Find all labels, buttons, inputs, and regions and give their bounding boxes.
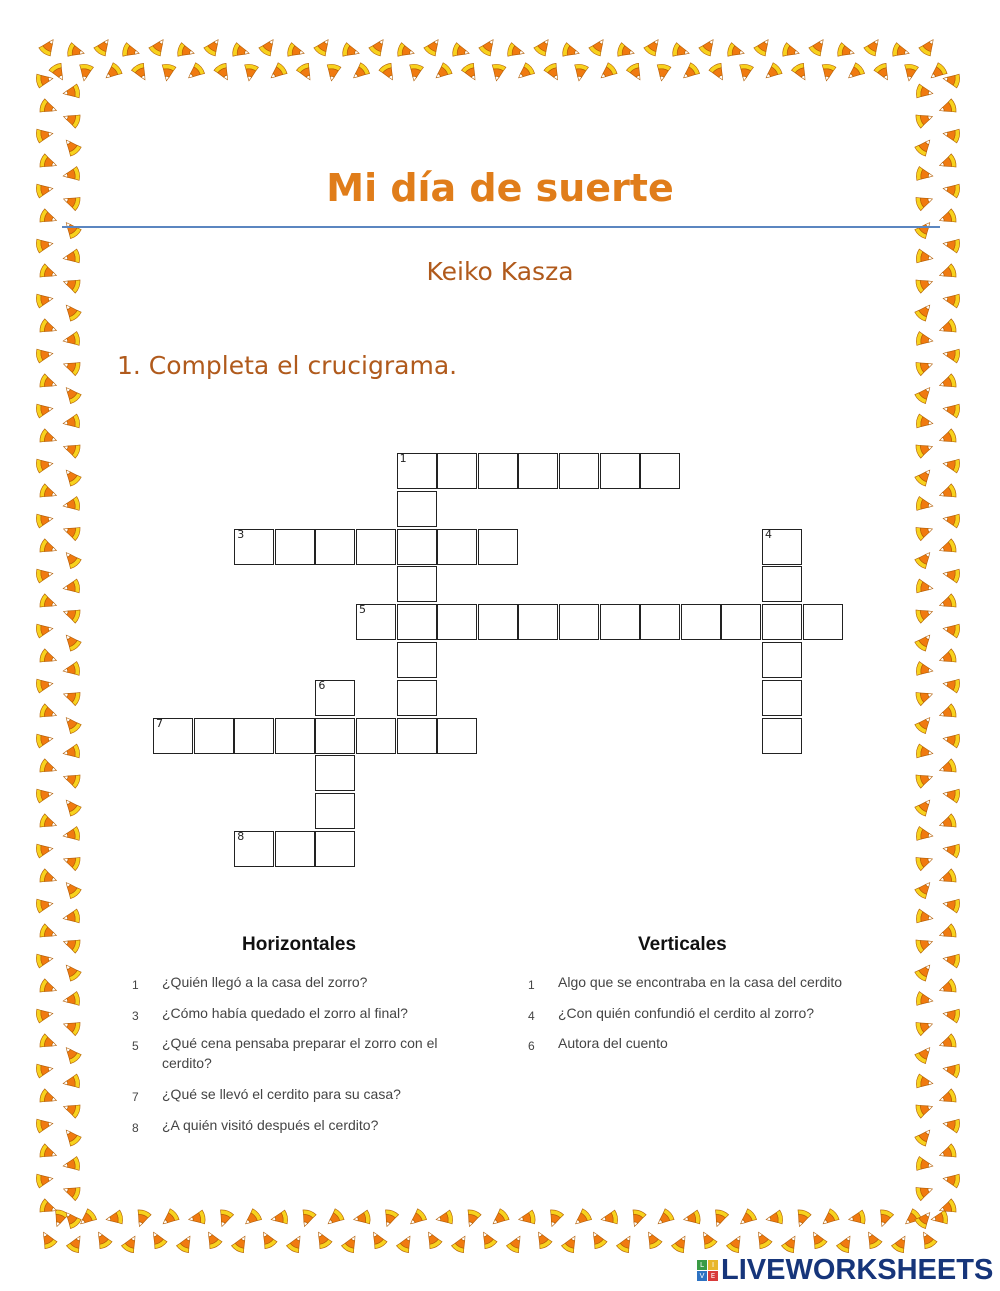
clue-number: 3 (132, 1009, 139, 1023)
crossword-cell[interactable] (559, 453, 599, 489)
crossword-cell[interactable] (194, 718, 234, 754)
crossword-cell[interactable] (315, 755, 355, 791)
crossword-cell[interactable] (437, 453, 477, 489)
logo-icon: L I V E (697, 1260, 718, 1281)
liveworksheets-logo[interactable] (697, 1254, 993, 1286)
crossword-cell[interactable] (397, 718, 437, 754)
crossword-cell[interactable] (803, 604, 843, 640)
crossword-cell[interactable] (275, 831, 315, 867)
clue-number: 6 (528, 1039, 535, 1053)
crossword-cell[interactable] (559, 604, 599, 640)
crossword-cell[interactable] (681, 604, 721, 640)
instruction-text: 1. Completa el crucigrama. (117, 351, 458, 380)
crossword-cell[interactable] (315, 718, 355, 754)
crossword-cell[interactable] (356, 529, 396, 565)
crossword-cell[interactable] (315, 529, 355, 565)
crossword-cell[interactable] (397, 566, 437, 602)
clue-across (132, 1033, 472, 1075)
clue-text: ¿Quién llegó a la casa del zorro? (162, 974, 368, 990)
down-heading: Verticales (638, 934, 727, 955)
page-title: Mi día de suerte (326, 166, 674, 210)
cell-number: 6 (318, 678, 326, 692)
crossword-cell[interactable] (762, 680, 802, 716)
cell-number: 4 (765, 527, 772, 541)
crossword-cell[interactable] (356, 604, 396, 640)
crossword-cell[interactable] (437, 604, 477, 640)
crossword-cell[interactable] (275, 529, 315, 565)
crossword-cell[interactable] (640, 453, 680, 489)
clue-text: ¿Cómo había quedado el zorro al final? (162, 1005, 408, 1021)
clue-across (132, 972, 472, 994)
crossword-cell[interactable] (721, 604, 761, 640)
clue-down (528, 972, 888, 994)
clue-number: 4 (528, 1009, 535, 1023)
crossword-cell[interactable] (315, 793, 355, 829)
crossword-cell[interactable] (356, 718, 396, 754)
crossword-cell[interactable] (397, 529, 437, 565)
clue-number: 8 (132, 1121, 139, 1135)
crossword-cell[interactable] (234, 831, 274, 867)
crossword-cell[interactable] (397, 604, 437, 640)
clue-text: ¿Qué cena pensaba preparar el zorro con el cerdito? (162, 1035, 438, 1071)
cell-number: 7 (156, 716, 163, 730)
crossword-cell[interactable] (437, 718, 477, 754)
author-name: Keiko Kasza (426, 257, 574, 286)
crossword-cell[interactable] (315, 680, 355, 716)
clue-text: Autora del cuento (558, 1035, 668, 1051)
crossword-cell[interactable] (397, 453, 437, 489)
clue-number: 1 (528, 978, 535, 992)
brand-name: LIVEWORKSHEETS (721, 1253, 994, 1286)
crossword-cell[interactable] (762, 718, 802, 754)
cell-number: 3 (237, 527, 245, 541)
crossword-cell[interactable] (275, 718, 315, 754)
clue-number: 1 (132, 978, 139, 992)
crossword-cell[interactable] (234, 718, 274, 754)
crossword-cell[interactable] (518, 604, 558, 640)
crossword-cell[interactable] (234, 529, 274, 565)
crossword-cell[interactable] (762, 604, 802, 640)
clue-text: ¿Qué se llevó el cerdito para su casa? (162, 1086, 401, 1102)
crossword-cell[interactable] (600, 453, 640, 489)
cell-number: 8 (237, 830, 245, 843)
cell-number: 1 (399, 452, 407, 465)
across-heading: Horizontales (242, 934, 357, 955)
clue-across (132, 1084, 472, 1106)
clue-number: 7 (132, 1090, 139, 1104)
crossword-cell[interactable] (397, 642, 437, 678)
cell-number: 5 (359, 603, 366, 617)
clue-text: ¿A quién visitó después el cerdito? (162, 1117, 379, 1133)
crossword-cell[interactable] (762, 566, 802, 602)
crossword-cell[interactable] (762, 642, 802, 678)
clue-across (132, 1115, 472, 1137)
crossword-cell[interactable] (600, 604, 640, 640)
clue-text: Algo que se encontraba en la casa del cerdito (558, 974, 843, 990)
clue-down (528, 1003, 888, 1025)
crossword-cell[interactable] (640, 604, 680, 640)
crossword-cell[interactable] (315, 831, 355, 867)
crossword-cell[interactable] (478, 604, 518, 640)
clue-text: ¿Con quién confundió el cerdito al zorro? (558, 1005, 815, 1021)
crossword-cell[interactable] (397, 680, 437, 716)
clue-down (528, 1033, 888, 1055)
clue-number: 5 (132, 1039, 139, 1053)
crossword-cell[interactable] (478, 453, 518, 489)
clue-across (132, 1003, 472, 1025)
crossword-cell[interactable] (397, 491, 437, 527)
crossword-cell[interactable] (478, 529, 518, 565)
crossword-cell[interactable] (437, 529, 477, 565)
crossword-cell[interactable] (153, 718, 193, 754)
crossword-cell[interactable] (518, 453, 558, 489)
crossword-cell[interactable] (762, 529, 802, 565)
